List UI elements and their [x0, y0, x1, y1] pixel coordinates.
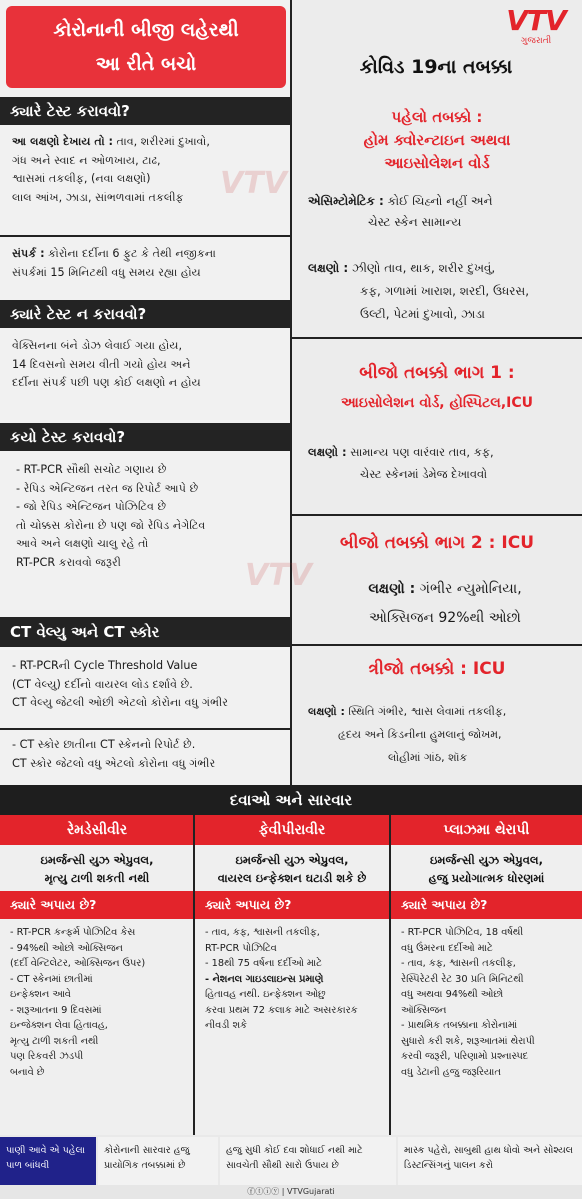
column-sub-line2: વાયરલ ઇન્ફેક્શન ઘટાડી શકે છે [217, 871, 367, 885]
ct-line5: CT સ્કોર જેટલો વધુ એટલો કોરોના વધુ ગંભીર [12, 756, 216, 770]
separator [292, 644, 582, 646]
not-test-line3: દર્દીના સંપર્ક પછી પણ કોઈ લક્ષણો ન હોય [12, 376, 201, 389]
stage2a-symptoms [296, 441, 582, 485]
column-sub-line1: ઇમર્જન્સી યુઝ એપ્રુવલ, [430, 853, 543, 867]
watermark-2: VTV [245, 558, 312, 593]
stage1-title [292, 106, 582, 175]
column-sub [391, 845, 582, 891]
column-remdesivir [0, 815, 194, 1135]
ct-line1: - RT-PCRની Cycle Threshold Value [12, 659, 198, 672]
stage1-title-line2: હોમ ક્વોરન્ટાઇન અથવા [363, 131, 511, 149]
column-when: ક્યારે અપાય છે? [391, 891, 582, 919]
section-ct-score [0, 736, 290, 773]
footer-precautions: માસ્ક પહેરો, સાબુથી હાથ ધોવો અને સોશ્યલ ડિસ્ટન્સિંગનું પાલન કરો [398, 1137, 582, 1185]
list-item: - તાવ, કફ, શ્વાસની તકલીફ, [205, 927, 320, 938]
list-item: - RT-PCR પોઝિટિવ, 18 વર્ષથી [401, 927, 524, 938]
symptoms-line3: શ્વાસમાં તકલીફ, (નવા લક્ષણો) [12, 172, 151, 185]
section-ct-heading: CT વેલ્યુ અને CT સ્કોર [0, 617, 290, 647]
list-item: વધુ અથવા 94%થી ઓછો [401, 989, 504, 1000]
ct-line2: (CT વેલ્યુ) દર્દીનો વાયરલ લોડ દર્શાવે છે. [12, 677, 193, 691]
medicines-banner: દવાઓ અને સારવાર [0, 785, 582, 815]
list-item: મૃત્યુ ટાળી શકતી નથી [10, 1035, 99, 1047]
which-test-line6: RT-PCR કરાવવો જરૂરી [16, 555, 121, 569]
list-item: નીવડી શકે [205, 1020, 247, 1031]
which-test-line5: આવે અને લક્ષણો ચાલુ રહે તો [16, 537, 149, 550]
section-when-not-test-body [0, 337, 290, 393]
stage2a-symptoms-label: લક્ષણો : [308, 445, 347, 459]
logo-sub: ગુજરાતી [520, 36, 552, 46]
separator [0, 728, 290, 730]
list-item: પણ રિકવરી ઝડપી [10, 1051, 84, 1062]
ct-line3: CT વેલ્યુ જેટલી ઓછી એટલો કોરોના વધુ ગંભીર [12, 696, 229, 709]
column-list [391, 919, 582, 1080]
column-sub-line1: ઇમર્જન્સી યુઝ એપ્રુવલ, [235, 853, 349, 867]
list-item: - નેશનલ ગાઇડલાઇન્સ પ્રમાણે [205, 973, 324, 985]
asymptomatic-line1: કોઈ ચિહ્નો નહીં અને [383, 194, 493, 208]
footer-experimental: કોરોનાની સારવાર હજુ પ્રાયોગિક તબક્કામાં છે [98, 1137, 218, 1185]
covid-stages-title: કોવિડ 19ના તબક્કા [359, 56, 513, 78]
stage3-symptoms-line3: લોહીમાં ગાંઠ, શૉક [388, 751, 468, 764]
symptoms-label: આ લક્ષણો દેખાય તો : [12, 135, 113, 148]
section-when-test-symptoms [0, 133, 290, 207]
watermark-1: VTV [220, 166, 287, 201]
stage1-title-line1: પહેલો તબક્કો : [391, 108, 483, 126]
separator [292, 514, 582, 516]
stage2a-title-line2: આઇસોલેશન વોર્ડ, હોસ્પિટલ,ICU [341, 395, 533, 411]
stage2a-title [292, 358, 582, 418]
main-title-line2: આ રીતે બચો [95, 53, 197, 75]
list-item: કરવી જરૂરી, પરિણામો પ્રશ્નાસ્પદ [401, 1051, 529, 1062]
section-which-test-heading: કયો ટેસ્ટ કરાવવો? [0, 423, 290, 451]
column-sub-line2: હજુ પ્રયોગાત્મક ધોરણમાં [428, 871, 545, 885]
column-plasma [391, 815, 582, 1135]
section-when-test-contact [0, 245, 290, 282]
stage3-symptoms [296, 700, 582, 769]
stage2b-symptoms-line1: ગંભીર ન્યુમોનિયા, [415, 581, 522, 597]
stage2a-symptoms-line1: સામાન્ય પણ વારંવાર તાવ, કફ, [346, 445, 494, 459]
column-favipiravir [195, 815, 389, 1135]
list-item: બનાવે છે [10, 1066, 45, 1078]
list-item: - CT સ્કેનમાં છાતીમાં [10, 973, 93, 985]
stage2b-symptoms-label: લક્ષણો : [368, 581, 416, 597]
contact-label: સંપર્ક : [12, 247, 45, 260]
list-item: વધુ ઉંમરના દર્દીઓ માટે [401, 942, 493, 954]
column-when: ક્યારે અપાય છે? [195, 891, 389, 919]
stage1-symptoms-line1: ઝીણો તાવ, થાક, શરીર દુખવું, [348, 261, 496, 275]
footer-no-medicine: હજુ સુધી કોઈ દવા શોધાઈ નથી માટે સાવચેતી સૌથી સારો ઉપાય છે [220, 1137, 396, 1185]
column-head: પ્લાઝમા થેરાપી [391, 815, 582, 845]
stage2a-symptoms-line2: ચેસ્ટ સ્કેનમાં ડેમેજ દેખાવવો [360, 467, 488, 481]
list-item: ઇન્જેક્શન લેવા હિતાવહ, [10, 1020, 108, 1031]
ct-line4: - CT સ્કોર છાતીના CT સ્કેનનો રિપોર્ટ છે. [12, 738, 196, 751]
vtv-logo [502, 6, 570, 50]
list-item: ઑક્સિજન [401, 1004, 447, 1016]
list-item: સુધારો કરી શકે, શરૂઆતમાં થેરાપી [401, 1035, 535, 1047]
stage1-title-line3: આઇસોલેશન વોર્ડ [384, 154, 490, 172]
column-sub-line2: મૃત્યુ ટાળી શકતી નથી [44, 871, 150, 885]
list-item: વધુ ડેટાની હજુ જરૂરિયાત [401, 1066, 501, 1078]
stage3-title: ત્રીજો તબક્કો : ICU [368, 659, 506, 679]
section-which-test-body [0, 461, 290, 572]
stage2a-title-line1: બીજો તબક્કો ભાગ 1 : [359, 363, 515, 383]
symptoms-line4: લાલ આંખ, ઝાડા, સાંભળવામાં તકલીફ [12, 190, 184, 204]
list-item: - 18થી 75 વર્ષના દર્દીઓ માટે [205, 958, 322, 969]
stage2b-symptoms [296, 575, 582, 633]
contact-line2: સંપર્કમાં 15 મિનિટથી વધુ સમય રહ્યા હોય [12, 265, 201, 279]
symptoms-line1: તાવ, શરીરમાં દુખાવો, [112, 135, 210, 148]
separator [0, 235, 290, 237]
column-list [195, 919, 389, 1034]
stage3-symptoms-line1: સ્થિતિ ગંભીર, શ્વાસ લેવામાં તકલીફ, [344, 705, 507, 718]
main-title-line1: કોરોનાની બીજી લહેરથી [53, 19, 239, 41]
column-head: રેમડેસીવીર [0, 815, 194, 845]
stage3-symptoms-line2: હૃદય અને કિડનીના હુમલાનું જોખમ, [338, 728, 502, 741]
not-test-line2: 14 દિવસનો સમય વીતી ગયો હોય અને [12, 357, 191, 371]
list-item: (દર્દી વેન્ટિલેટર, ઓક્સિજન ઉપર) [10, 958, 146, 969]
section-ct-value [0, 657, 290, 713]
list-item: - શરૂઆતના 9 દિવસમાં [10, 1004, 102, 1016]
logo-brand: VTV [506, 4, 566, 37]
column-list [0, 919, 194, 1080]
stage1-symptoms [296, 257, 582, 326]
footer-proverb: પાણી આવે એ પહેલા પાળ બાંધવી [0, 1137, 96, 1185]
stage2b-title: બીજો તબક્કો ભાગ 2 : ICU [340, 533, 534, 553]
column-sub [195, 845, 389, 891]
stage2b-symptoms-line2: ઓક્સિજન 92%થી ઓછો [369, 610, 521, 626]
stage1-asymptomatic [296, 191, 582, 233]
column-sub [0, 845, 194, 891]
which-test-line4: તો ચોક્કસ કોરોના છે પણ જો રેપિડ નેગેટિવ [16, 518, 206, 532]
section-when-not-test-heading: ક્યારે ટેસ્ટ ન કરાવવો? [0, 300, 290, 328]
list-item: કરવા પ્રથમ 72 કલાક માટે અસરકારક [205, 1004, 358, 1016]
list-item: - પ્રાથમિક તબક્કાના કોરોનામાં [401, 1020, 518, 1031]
stage1-symptoms-label: લક્ષણો : [308, 261, 349, 275]
list-item: ઇન્ફેક્શન આવે [10, 989, 71, 1000]
list-item: - RT-PCR કન્ફર્મ પોઝિટિવ કેસ [10, 927, 136, 938]
asymptomatic-line2: ચેસ્ટ સ્કેન સામાન્ય [368, 215, 462, 229]
asymptomatic-label: એસિમ્ટોમેટિક : [308, 194, 384, 208]
list-item: - 94%થી ઓછો ઓક્સિજન [10, 942, 123, 954]
stage1-symptoms-line2: કફ, ગળામાં ખારાશ, શરદી, ઉધરસ, [360, 284, 530, 298]
symptoms-line2: ગંધ અને સ્વાદ ન ઓળખાય, ટાઢ, [12, 153, 161, 167]
which-test-line1: - RT-PCR સૌથી સચોટ ગણાય છે [16, 463, 167, 476]
stage3-symptoms-label: લક્ષણો : [308, 705, 345, 718]
list-item: રેસ્પિરેટરી રેટ 30 પ્રતિ મિનિટથી [401, 973, 524, 985]
list-item: હિતાવહ નથી. ઇન્ફેક્શન ઓછુ [205, 989, 326, 1000]
separator [292, 337, 582, 339]
column-sub-line1: ઇમર્જન્સી યુઝ એપ્રુવલ, [40, 853, 154, 867]
not-test-line1: વેક્સિનના બંને ડોઝ લેવાઈ ગયા હોય, [12, 339, 183, 352]
main-title-box [6, 6, 286, 88]
which-test-line2: - રેપિડ એન્ટિજન તરત જ રિપોર્ટ આપે છે [16, 481, 199, 495]
section-when-test-heading: ક્યારે ટેસ્ટ કરાવવો? [0, 97, 290, 125]
which-test-line3: - જો રેપિડ એન્ટિજન પોઝિટિવ છે [16, 500, 167, 513]
list-item: - તાવ, કફ, શ્વાસની તકલીફ, [401, 958, 516, 969]
stage1-symptoms-line3: ઉલ્ટી, પેટમાં દુખાવો, ઝાડા [360, 307, 485, 321]
column-head: ફેવીપીરાવીર [195, 815, 389, 845]
contact-line1: કોરોના દર્દીના 6 ફુટ કે તેથી નજીકના [44, 247, 216, 260]
social-handle: ⓕⓣⓘⓨ | VTVGujarati [0, 1185, 582, 1199]
list-item: RT-PCR પોઝિટિવ [205, 942, 277, 954]
column-when: ક્યારે અપાય છે? [0, 891, 194, 919]
